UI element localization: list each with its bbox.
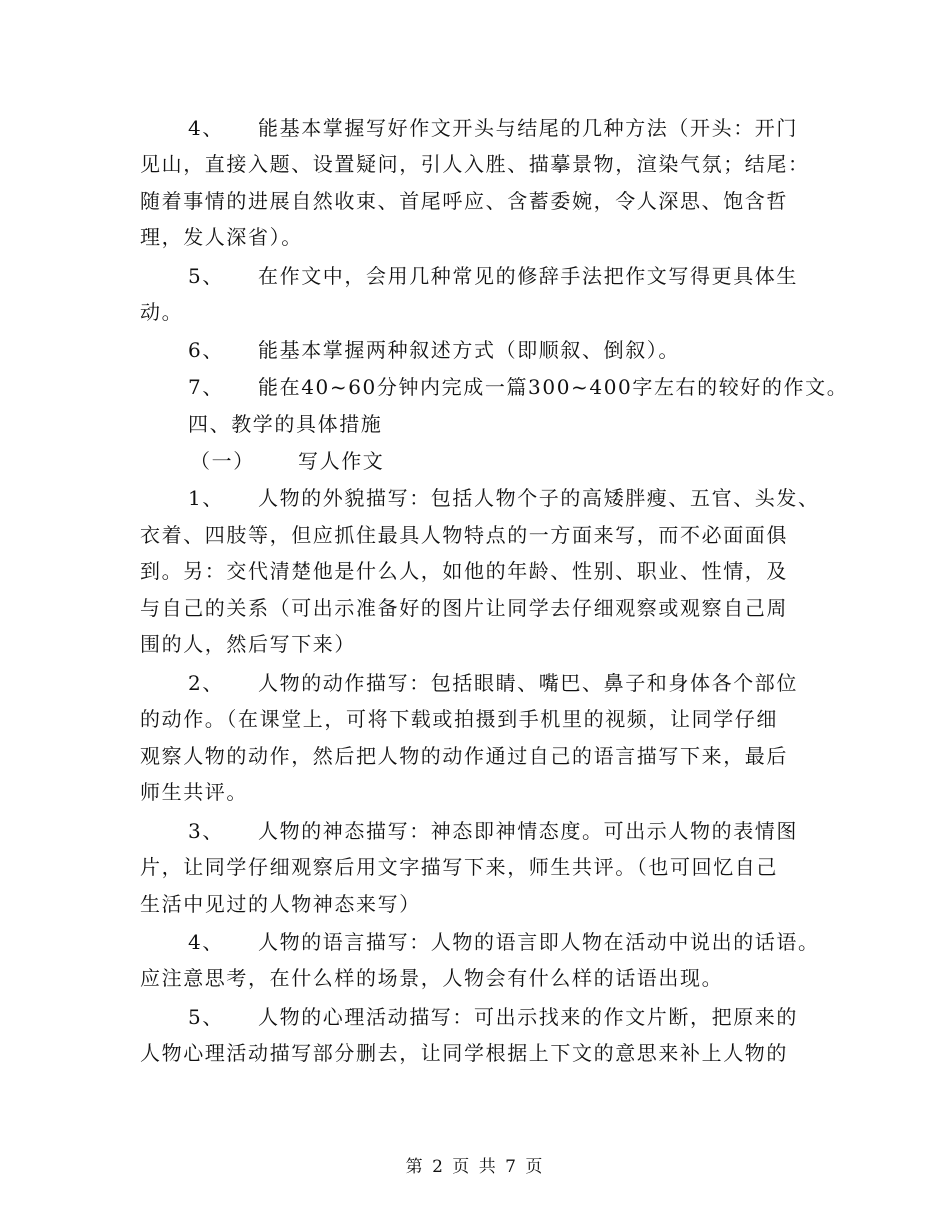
page-number-footer: 第 2 页 共 7 页 (405, 1157, 545, 1177)
item-1-line-4: 与自己的关系（可出示准备好的图片让同学去仔细观察或观察自己周 (140, 596, 788, 620)
item-4-line-1: 4、 人物的语言描写：人物的语言即人物在活动中说出的话语。 (188, 930, 820, 954)
paragraph-number: 4、 (188, 116, 224, 140)
paragraph-5-line-2: 动。 (140, 300, 184, 324)
item-2-line-3: 观察人物的动作，然后把人物的动作通过自己的语言描写下来，最后 (140, 744, 788, 768)
item-number: 3、 (188, 819, 224, 843)
item-2-line-4: 师生共评。 (140, 780, 248, 804)
subsection-title: 写人作文 (298, 449, 385, 473)
item-3-line-3: 生活中见过的人物神态来写） (140, 892, 421, 916)
paragraph-4-line-4: 理，发人深省）。 (140, 225, 303, 249)
subsection-number: （一） (190, 449, 255, 473)
item-1-line-3: 到。另：交代清楚他是什么人，如他的年龄、性别、职业、性情，及 (140, 559, 788, 583)
item-3-line-1: 3、 人物的神态描写：神态即神情态度。可出示人物的表情图 (188, 819, 798, 843)
paragraph-5-line-1: 5、 在作文中，会用几种常见的修辞手法把作文写得更具体生 (188, 264, 798, 288)
paragraph-number: 7、 (188, 375, 224, 399)
paragraph-number: 5、 (188, 264, 224, 288)
item-number: 1、 (188, 486, 224, 510)
item-2-line-2: 的动作。（在课堂上，可将下载或拍摄到手机里的视频，让同学仔细 (140, 707, 778, 731)
item-5-line-2: 人物心理活动描写部分删去，让同学根据上下文的意思来补上人物的 (140, 1041, 788, 1065)
item-1-line-5: 围的人，然后写下来） (140, 632, 356, 656)
section-heading: 四、教学的具体措施 (188, 412, 383, 436)
paragraph-number: 6、 (188, 338, 224, 362)
item-5-line-1: 5、 人物的心理活动描写：可出示找来的作文片断，把原来的 (188, 1005, 798, 1029)
item-3-line-2: 片，让同学仔细观察后用文字描写下来，师生共评。（也可回忆自己 (140, 855, 778, 879)
item-1-line-1: 1、 人物的外貌描写：包括人物个子的高矮胖瘦、五官、头发、 (188, 486, 820, 510)
paragraph-4-line-2: 见山，直接入题、设置疑问，引人入胜、描摹景物，渲染气氛；结尾： (140, 152, 810, 176)
item-number: 2、 (188, 671, 224, 695)
item-number: 4、 (188, 930, 224, 954)
paragraph-6-line-1: 6、 能基本掌握两种叙述方式（即顺叙、倒叙）。 (188, 338, 680, 362)
subsection-heading (190, 447, 384, 475)
item-4-line-2: 应注意思考，在什么样的场景，人物会有什么样的话语出现。 (140, 966, 724, 990)
item-number: 5、 (188, 1005, 224, 1029)
item-1-line-2: 衣着、四肢等，但应抓住最具人物特点的一方面来写，而不必面面俱 (140, 523, 788, 547)
paragraph-4-line-3: 随着事情的进展自然收束、首尾呼应、含蓄委婉，令人深思、饱含哲 (140, 189, 788, 213)
paragraph-4-line-1: 4、 能基本掌握写好作文开头与结尾的几种方法（开头：开门 (188, 116, 798, 140)
paragraph-7-line-1: 7、 能在40~60分钟内完成一篇300~400字左右的较好的作文。 (188, 375, 849, 399)
item-2-line-1: 2、 人物的动作描写：包括眼睛、嘴巴、鼻子和身体各个部位 (188, 671, 798, 695)
